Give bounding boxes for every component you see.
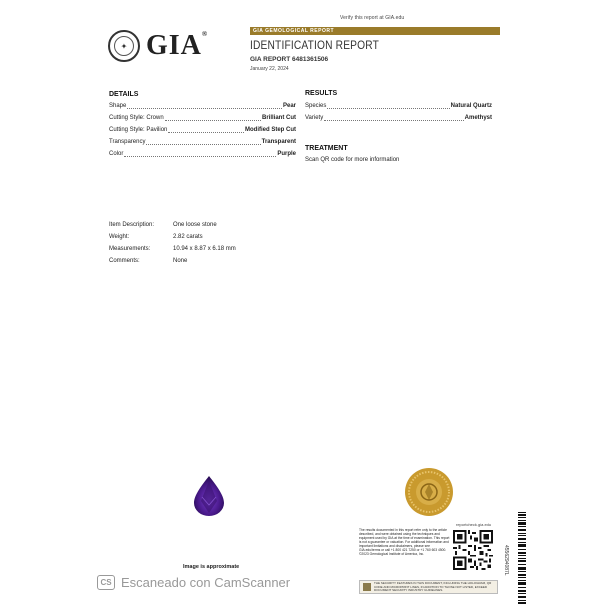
gia-seal-icon: ✦ [108, 30, 140, 62]
results-row [305, 112, 492, 124]
registered-mark: ® [201, 30, 209, 38]
detail-value: Transparent [261, 139, 296, 145]
details-row [109, 124, 296, 136]
spec-label: Measurements: [109, 246, 151, 252]
spec-row [109, 243, 236, 255]
detail-value: Purple [277, 151, 296, 157]
camscanner-logo-icon: CS [97, 575, 115, 590]
detail-label: Cutting Style: Crown [109, 115, 164, 121]
spec-row [109, 219, 236, 231]
detail-value: Pear [282, 103, 296, 109]
specs-table [109, 219, 236, 267]
treatment-text: Scan QR code for more information [305, 157, 400, 163]
report-date: January 22, 2024 [250, 66, 289, 72]
camscanner-text: Escaneado con CamScanner [121, 575, 291, 590]
results-row [305, 100, 492, 112]
result-label: Variety [305, 115, 324, 121]
camscanner-watermark [97, 575, 290, 590]
security-seal-icon [363, 583, 371, 591]
logo-text: GIA [146, 30, 202, 61]
spec-value: 10.94 x 8.87 x 6.18 mm [173, 246, 236, 252]
image-caption: Image is approximate [183, 564, 240, 570]
report-title: IDENTIFICATION REPORT [250, 38, 380, 52]
serial-number: 4556294087L [503, 545, 509, 576]
spec-row [109, 231, 236, 243]
result-value: Natural Quartz [450, 103, 492, 109]
details-row [109, 136, 296, 148]
gold-hologram-seal-icon [404, 467, 454, 517]
spec-value: 2.82 carats [173, 234, 203, 240]
qr-code[interactable] [453, 530, 493, 570]
detail-value: Modified Step Cut [245, 127, 296, 133]
report-band: GIA GEMOLOGICAL REPORT [250, 27, 500, 35]
spec-label: Item Description: [109, 222, 155, 228]
spec-row [109, 255, 236, 267]
verify-text: Verify this report at GIA.edu [340, 15, 405, 21]
details-row [109, 100, 296, 112]
result-label: Species [305, 103, 327, 109]
detail-label: Transparency [109, 139, 146, 145]
reportcheck-link[interactable]: reportcheck.gia.edu [456, 522, 492, 527]
spec-label: Comments: [109, 258, 140, 264]
treatment-heading: TREATMENT [305, 145, 348, 152]
results-heading: RESULTS [305, 90, 338, 97]
detail-label: Color [109, 151, 124, 157]
detail-value: Brilliant Cut [262, 115, 296, 121]
gia-logo [108, 30, 208, 62]
security-note: THE SECURITY FEATURES IN THIS DOCUMENT, INCLUDING THE HOLOGRAM, QR CODE AND MICROPRINT LINES, IN ADDITION TO THOSE NOT LISTED, EXCEED DOCUMENT SECURITY INDUSTRY GUIDELINES. [374, 581, 492, 592]
amethyst-gem-image [192, 475, 226, 517]
detail-label: Cutting Style: Pavilion [109, 127, 168, 133]
result-value: Amethyst [464, 115, 492, 121]
details-row [109, 112, 296, 124]
detail-label: Shape [109, 103, 127, 109]
spec-label: Weight: [109, 234, 130, 240]
results-list [305, 100, 492, 124]
details-list [109, 100, 296, 160]
security-strip [359, 580, 498, 594]
details-heading: DETAILS [109, 91, 139, 98]
spec-value: None [173, 258, 188, 264]
details-row [109, 148, 296, 160]
disclaimer-text: The results documented in this report refer only to the article described, and were obtained using the techniques and equipment used by GIA at the time of examination. This report is not a guarantee or valuation. For additional information and important limitations and disclaimers, please see GIA.edu/terms or call +1 800 421 7250 or +1 760 603 4500. ©2023 Gemological Institute of America, Inc. [359, 528, 450, 556]
spec-value: One loose stone [173, 222, 217, 228]
barcode [518, 512, 526, 604]
report-number: GIA REPORT 6481361506 [250, 56, 329, 63]
